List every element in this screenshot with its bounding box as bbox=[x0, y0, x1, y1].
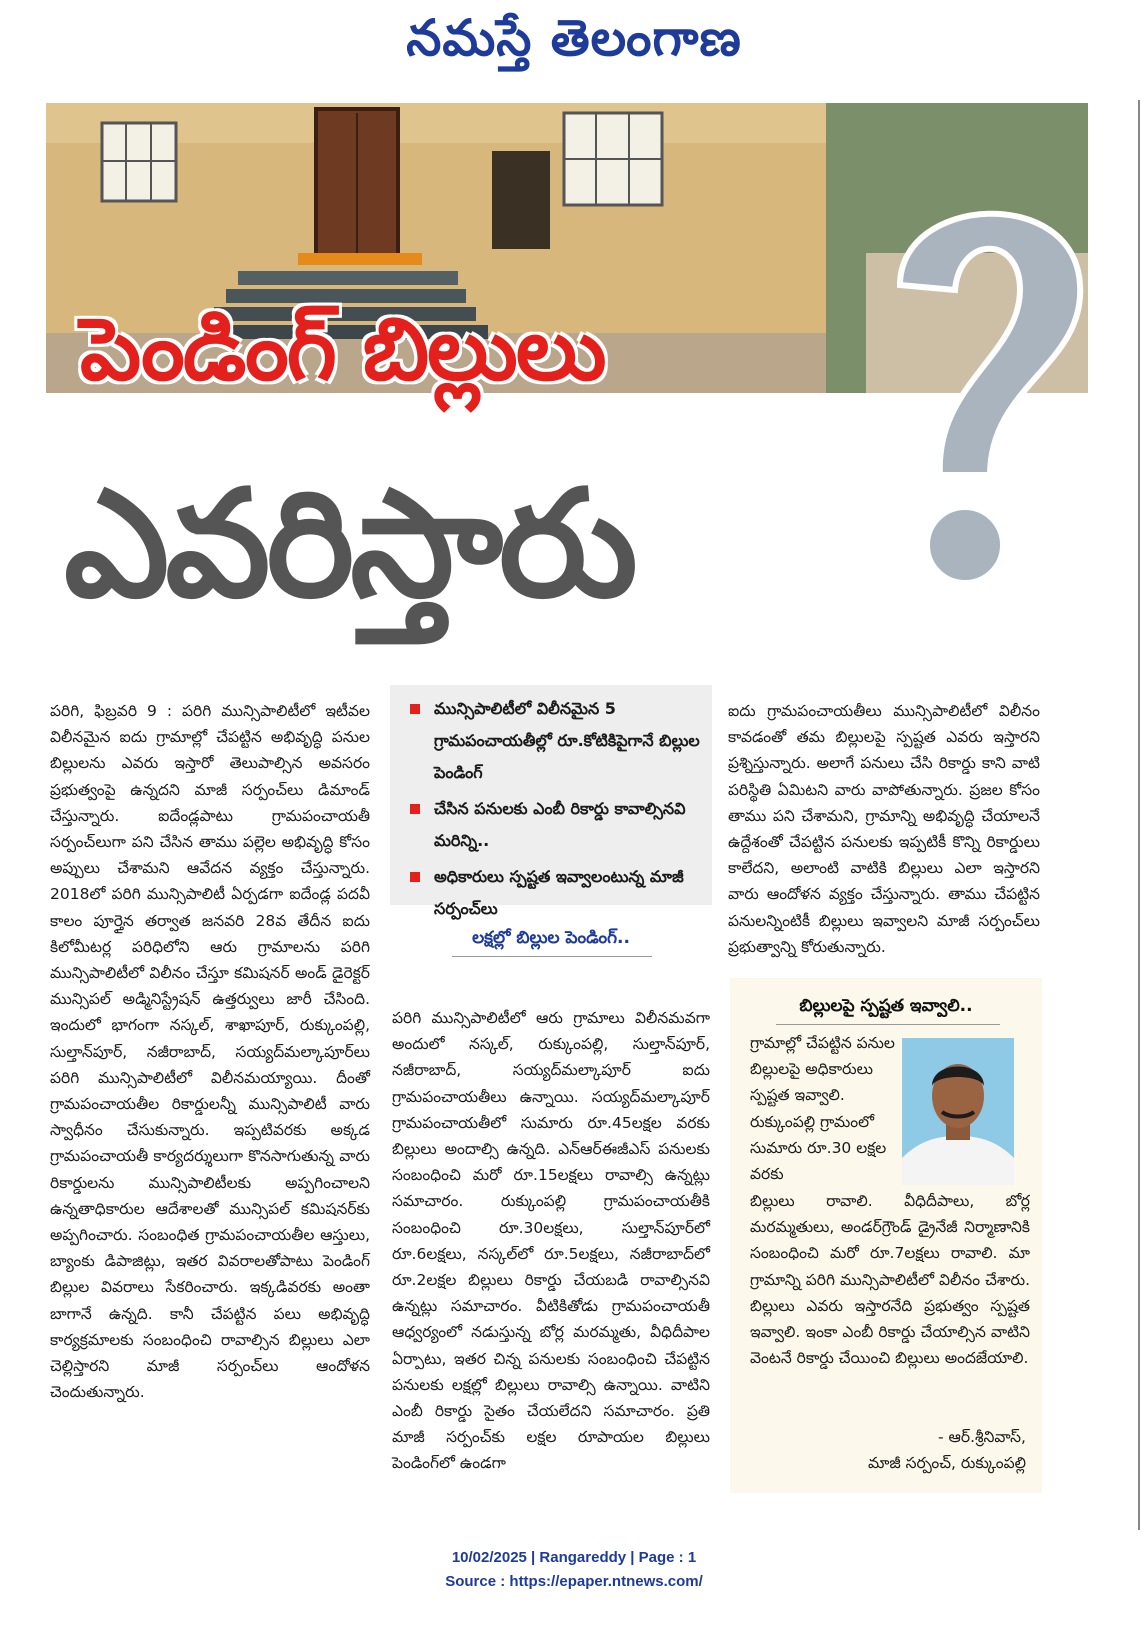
subheading-underline bbox=[452, 956, 652, 957]
bullet-square-icon bbox=[410, 804, 420, 814]
highlights-box bbox=[390, 685, 712, 918]
highlight-item: మున్సిపాలిటీలో విలీనమైన 5 గ్రామపంచాయతీల్లో రూ.కోటికిపైగానే బిల్లుల పెండింగ్ bbox=[400, 693, 702, 789]
article-column-2: పరిగి మున్సిపాలిటీలో ఆరు గ్రామాలు విలీనమవగా అందులో నస్కల్, రుక్కుంపల్లి, సుల్తాన్‌పూర్, నజీరాబాద్, సయ్యద్‌మల్కాపూర్ ఐదు గ్రామపంచాయతీలు ఉన్నాయి. సయ్యద్‌మల్కాపూర్ గ్రామపంచాయతీలో సుమారు రూ.45లక్షల వరకు బిల్లులు అందాల్సి ఉన్నది. ఎన్ఆర్ఈజీఎస్ పనులకు సంబంధించి మరో రూ.15లక్షలు రావాల్సి ఉన్నట్లు సమాచారం. రుక్కుంపల్లి గ్రామపంచాయతీకి సంబంధించి రూ.30లక్షలు, సుల్తాన్‌పూర్‌లో రూ.6లక్షలు, నస్కల్‌లో రూ.5లక్షలు, నజీరాబాద్‌లో రూ.2లక్షల బిల్లులు రికార్డు చేయబడి రావాల్సినవి ఉన్నట్లు సమాచారం. వీటికితోడు గ్రామపంచాయతీ ఆధ్వర్యంలో నడుస్తున్న బోర్ల మరమ్మతు, వీధిదీపాల ఏర్పాటు, ఇతర చిన్న పనులకు సంబంధించి చేపట్టిన పనులకు లక్షల్లో బిల్లులు రావాల్సి ఉన్నాయి. వాటిని ఎంబీ రికార్డు సైతం చేయలేదని సమాచారం. ప్రతి మాజీ సర్పంచ్‌కు లక్షల రూపాయల బిల్లులు పెండింగ్‌లో ఉండగా bbox=[392, 1009, 710, 1473]
headline-line1: పెండింగ్ బిల్లులు bbox=[80, 300, 605, 400]
footer-source-link[interactable]: Source : https://epaper.ntnews.com/ bbox=[445, 1573, 703, 1590]
sidebar-signature bbox=[868, 1424, 1026, 1476]
quote-sidebar bbox=[730, 978, 1042, 1493]
person-portrait bbox=[902, 1038, 1014, 1185]
sidebar-text-bottom: బిల్లులు రావాలి. వీధిదీపాలు, బోర్ల మరమ్మతులు, అండర్‌గ్రౌండ్ డ్రైనేజీ నిర్మాణానికి సంబంధించి మరో రూ.7లక్షలు రావాలి. మా గ్రామాన్ని పరిగి మున్సిపాలిటీలో విలీనం చేశారు. బిల్లులు ఎవరు ఇస్తారనేది ప్రభుత్వం స్పష్టత ఇవ్వాలి. ఇంకా ఎంబీ రికార్డు చేయాల్సిన వాటిని వెంటనే రికార్డు చేయించి బిల్లులు అందజేయాలి. bbox=[750, 1192, 1030, 1368]
highlight-item: చేసిన పనులకు ఎంబీ రికార్డు కావాల్సినవి మరిన్ని.. bbox=[400, 793, 702, 857]
subheading: లక్షల్లో బిల్లుల పెండింగ్.. bbox=[472, 928, 630, 948]
sidebar-title-underline bbox=[776, 1024, 1000, 1025]
signature-name: - ఆర్.శ్రీనివాస్, bbox=[938, 1428, 1026, 1446]
question-mark-icon bbox=[880, 175, 1095, 605]
highlight-item: అధికారులు స్పష్టత ఇవ్వాలంటున్న మాజీ సర్పంచ్‌లు bbox=[400, 861, 702, 925]
footer-date-line: 10/02/2025 | Rangareddy | Page : 1 bbox=[451, 1549, 697, 1566]
signature-role: మాజీ సర్పంచ్, రుక్కుంపల్లి bbox=[868, 1454, 1026, 1472]
sidebar-text-top: గ్రామాల్లో చేపట్టిన పనుల బిల్లులపై అధికారులు స్పష్టత ఇవ్వాలి. రుక్కుంపల్లి గ్రామంలో సుమారు రూ.30 లక్షల వరకు bbox=[750, 1034, 895, 1184]
page-edge-rule bbox=[1138, 100, 1140, 1530]
bullet-square-icon bbox=[410, 872, 420, 882]
masthead: నమస్తే తెలంగాణ bbox=[406, 8, 742, 67]
bullet-square-icon bbox=[410, 704, 420, 714]
page-footer bbox=[0, 1546, 1148, 1594]
article-column-1: పరిగి, ఫిబ్రవరి 9 : పరిగి మున్సిపాలిటీలో ఇటీవల విలీనమైన ఐదు గ్రామాల్లో చేపట్టిన అభివృద్ధి పనుల బిల్లులను ఎవరు ఇస్తారో తెలుపాల్సిన అవసరం ప్రభుత్వంపై ఉన్నదని మాజీ సర్పంచ్‌లు డిమాండ్ చేస్తున్నారు. ఐదేండ్లపాటు గ్రామపంచాయతీ సర్పంచ్‌లుగా పని చేసిన తాము పల్లెల అభివృద్ధి కోసం అప్పులు చేశామని ఆవేదన వ్యక్తం చేస్తున్నారు. 2018లో పరిగి మున్సిపాలిటీ ఏర్పడగా ఐదేండ్ల పదవీ కాలం పూర్తైన తర్వాత జనవరి 28వ తేదీన ఐదు కిలోమీటర్ల పరిధిలోని ఆరు గ్రామాలను పరిగి మున్సిపాలిటీలో విలీనం చేస్తూ కమిషనర్ అండ్ డైరెక్టర్ మున్సిపల్ అడ్మినిస్ట్రేషన్ ఉత్తర్వులు జారీ చేసింది. ఇందులో భాగంగా నస్కల్, శాఖాపూర్, రుక్కుంపల్లి, సుల్తాన్‌పూర్, నజీరాబాద్, సయ్యద్‌మల్కాపూర్‌లు పరిగి మున్సిపాలిటీలో విలీనమయ్యాయి. దీంతో గ్రామపంచాయతీల రికార్డులన్నీ మున్సిపాలిటీ వారు స్వాధీనం చేసుకున్నారు. ఇప్పటివరకు అక్కడ గ్రామపంచాయతీ కార్యదర్శులుగా కొనసాగుతున్న వారు రికార్డులను మున్సిపాలిటీలకు అప్పగించాలని ఉన్నతాధికారుల ఆదేశాలతో మున్సిపల్ కమిషనర్‌కు అప్పగించారు. సంబంధిత గ్రామపంచాయతీల ఆస్తులు, బ్యాంకు డిపాజిట్లు, ఇతర వివరాలతోపాటు పెండింగ్ బిల్లుల వివరాలు సేకరించారు. ఇక్కడివరకు అంతా బాగానే ఉన్నది. కానీ చేపట్టిన పలు అభివృద్ధి కార్యక్రమాలకు సంబంధించి రావాల్సిన బిల్లులు ఎలా చెల్లిస్తారని మాజీ సర్పంచ్‌లు ఆందోళన చెందుతున్నారు. bbox=[50, 702, 370, 1402]
sidebar-title: బిల్లులపై స్పష్టత ఇవ్వాలి.. bbox=[799, 996, 973, 1016]
headline-line2: ఎవరిస్తారు bbox=[64, 458, 634, 630]
article-column-3: ఐదు గ్రామపంచాయతీలు మున్సిపాలిటీలో విలీనం కావడంతో తమ బిల్లులపై స్పష్టత ఎవరు ఇస్తారని ప్రశ్నిస్తున్నారు. అలాగే పనులు చేసి రికార్డు కాని వాటి పరిస్థితి ఏమిటని వారు వాపోతున్నారు. ప్రజల కోసం తాము పని చేశామని, గ్రామాన్ని అభివృద్ధి చేయాలనే ఉద్దేశంతో చేపట్టిన పనులకు ఇప్పటికీ కొన్ని రికార్డులు కాలేదని, అలాంటి వాటికి బిల్లులు ఎలా ఇస్తారని వారు ఆందోళన వ్యక్తం చేస్తున్నారు. తాము చేపట్టిన పనులన్నింటికీ బిల్లులు ఇవ్వాలని మాజీ సర్పంచ్‌లు ప్రభుత్వాన్ని కోరుతున్నారు. bbox=[728, 702, 1040, 956]
